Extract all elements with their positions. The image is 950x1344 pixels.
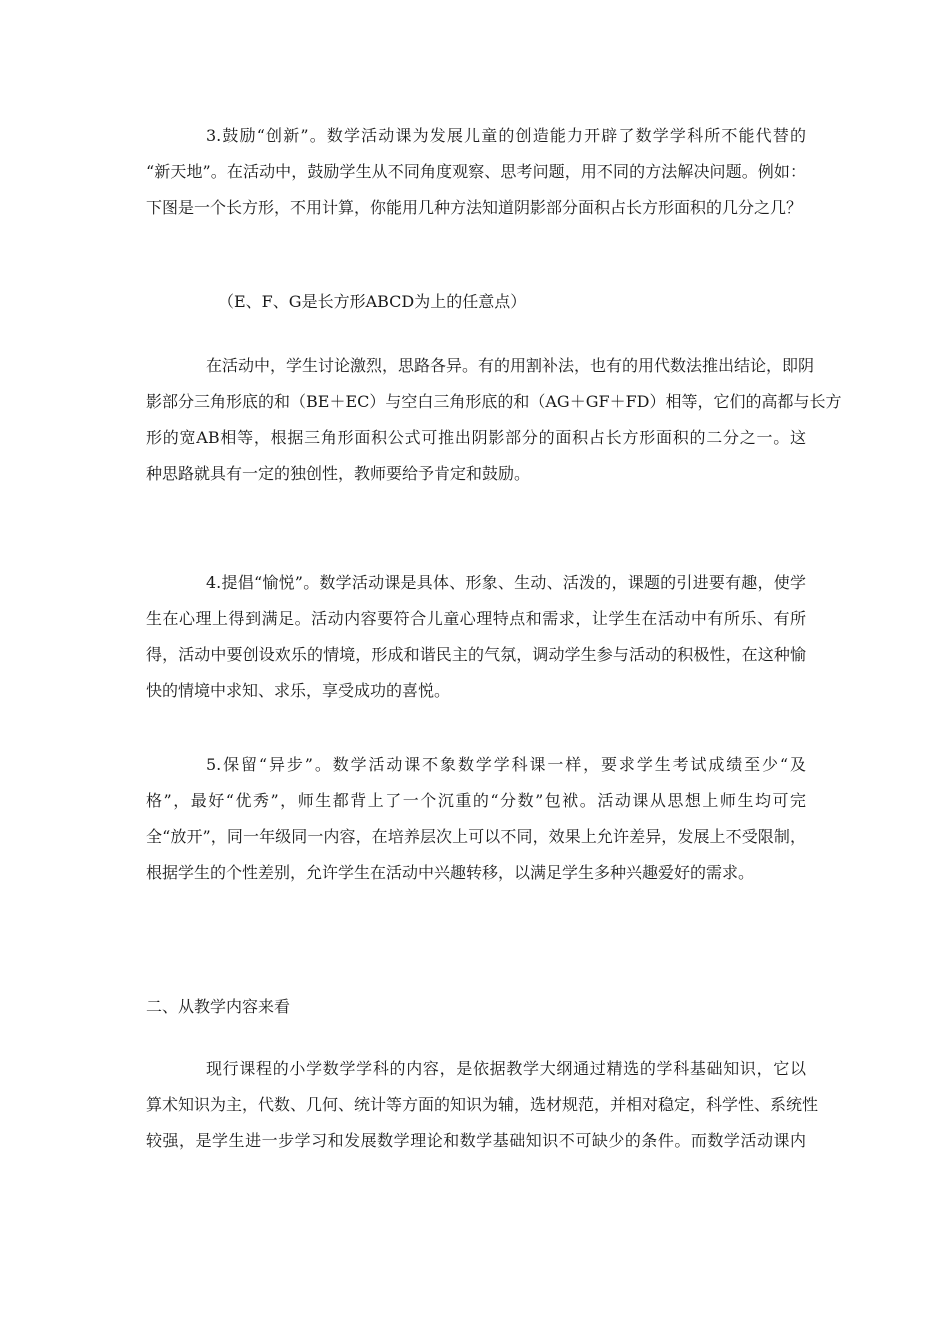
paragraph-discussion <box>146 348 842 492</box>
text-line: 算术知识为主，代数、几何、统计等方面的知识为辅，选材规范，并相对稳定，科学性、系统性 <box>146 1095 819 1114</box>
text-line: 生在心理上得到满足。活动内容要符合儿童心理特点和需求，让学生在活动中有所乐、有所 <box>146 609 806 628</box>
text-line: 形的宽AB相等，根据三角形面积公式可推出阴影部分的面积占长方形面积的二分之一。这 <box>146 428 806 447</box>
heading-text: 二、从教学内容来看 <box>146 997 291 1016</box>
text-line: 在活动中，学生讨论激烈，思路各异。有的用割补法，也有的用代数法推出结论，即阴 <box>206 356 815 375</box>
text-line: 全“放开”，同一年级同一内容，在培养层次上可以不同，效果上允许差异，发展上不受限制， <box>146 827 806 846</box>
text-line: 影部分三角形底的和（BE＋EC）与空白三角形底的和（AG＋GF＋FD）相等，它们的高都与长方 <box>146 392 842 411</box>
paragraph-retain-async <box>146 747 806 891</box>
text-line: 得，活动中要创设欢乐的情境，形成和谐民主的气氛，调动学生参与活动的积极性，在这种愉 <box>146 645 806 664</box>
section-heading <box>146 989 806 1025</box>
text-line: 下图是一个长方形，不用计算，你能用几种方法知道阴影部分面积占长方形面积的几分之几？ <box>146 198 803 217</box>
text-line: 3.鼓励“创新”。数学活动课为发展儿童的创造能力开辟了数学学科所不能代替的 <box>206 126 806 145</box>
text-line: 格”，最好“优秀”，师生都背上了一个沉重的“分数”包袱。活动课从思想上师生均可完 <box>146 791 806 810</box>
text-line: （E、F、G是长方形ABCD为上的任意点） <box>218 292 527 311</box>
text-line: 现行课程的小学数学学科的内容，是依据教学大纲通过精选的学科基础知识，它以 <box>206 1059 806 1078</box>
figure-note <box>146 284 806 320</box>
text-line: 较强，是学生进一步学习和发展数学理论和数学基础知识不可缺少的条件。而数学活动课内 <box>146 1131 806 1150</box>
paragraph-teaching-content <box>146 1051 819 1159</box>
text-line: 根据学生的个性差别，允许学生在活动中兴趣转移，以满足学生多种兴趣爱好的需求。 <box>146 863 755 882</box>
paragraph-advocate-joy <box>146 565 806 709</box>
text-line: 5.保留“异步”。数学活动课不象数学学科课一样，要求学生考试成绩至少“及 <box>206 755 806 774</box>
text-line: 4.提倡“愉悦”。数学活动课是具体、形象、生动、活泼的，课题的引进要有趣，使学 <box>206 573 806 592</box>
paragraph-encourage-innovation <box>146 118 806 226</box>
text-line: “新天地”。在活动中，鼓励学生从不同角度观察、思考问题，用不同的方法解决问题。例如： <box>146 162 806 181</box>
text-line: 种思路就具有一定的独创性，教师要给予肯定和鼓励。 <box>146 464 531 483</box>
text-line: 快的情境中求知、求乐，享受成功的喜悦。 <box>146 681 451 700</box>
